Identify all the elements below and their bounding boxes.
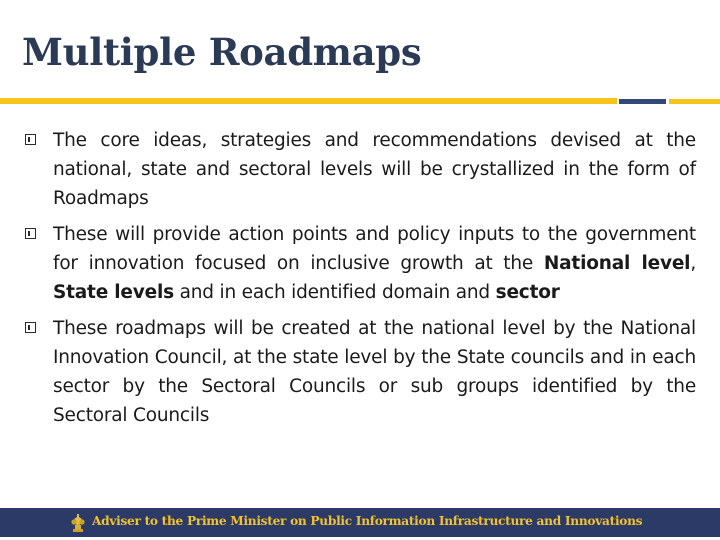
title-underline-yellow-tail <box>669 99 720 104</box>
footer-bar <box>0 508 720 537</box>
bullet-item <box>24 314 696 430</box>
bullet-text-run: and in each identified domain and <box>173 282 496 303</box>
bullet-text-bold: State levels <box>53 282 174 303</box>
footer-text: Adviser to the Prime Minister on Public Information Infrastructure and Innovations <box>92 514 643 528</box>
bullet-list <box>24 126 696 437</box>
bullet-text-run: The core ideas, strategies and recommendations devised at the national, state and sectoral levels will be crystallized in the form of Roadmaps <box>53 130 696 209</box>
square-bullet-icon <box>25 228 36 239</box>
bullet-text <box>53 314 696 430</box>
bullet-text <box>53 220 696 307</box>
bullet-text-run: These roadmaps will be created at the national level by the National Innovation Council, at the state level by the State councils and in each sector by the Sectoral Councils or sub groups identified by the Sectoral Councils <box>53 318 696 426</box>
title-underline-yellow <box>0 98 617 104</box>
bullet-item <box>24 220 696 307</box>
title-underline-navy <box>619 99 666 104</box>
bullet-text-bold: National level <box>543 253 691 274</box>
square-bullet-icon <box>25 134 36 145</box>
slide-title: Multiple Roadmaps <box>22 30 422 74</box>
square-bullet-icon <box>25 322 36 333</box>
bullet-item <box>24 126 696 213</box>
bullet-text-run: , <box>690 253 696 274</box>
bullet-text-run: These will provide action points and policy inputs to the government for innovation focused on inclusive growth at the <box>53 224 696 274</box>
national-emblem-icon <box>69 513 87 533</box>
bullet-text-bold: sector <box>495 282 560 303</box>
bullet-text <box>53 126 696 213</box>
